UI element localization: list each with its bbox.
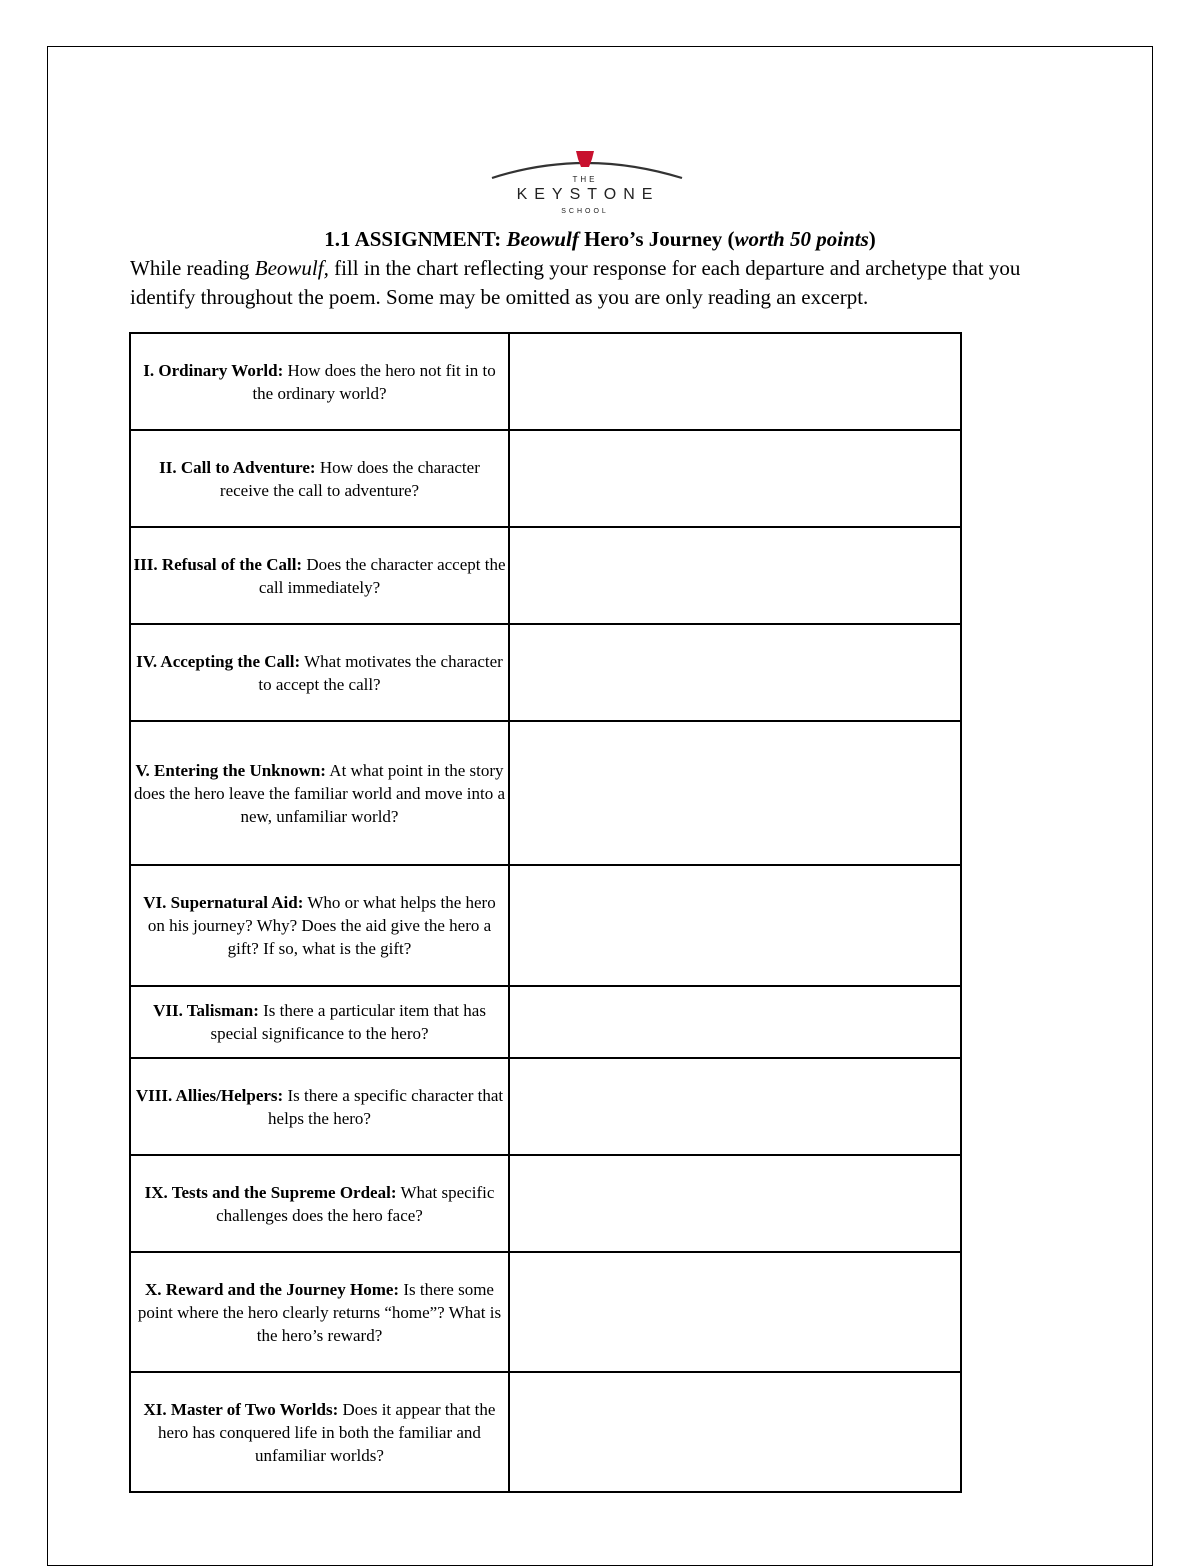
stage-label: IV. Accepting the Call: xyxy=(136,651,301,671)
chart-row xyxy=(130,430,961,527)
stage-prompt-cell xyxy=(130,1372,509,1492)
stage-question: Is there some point where the hero clearly returns “home”? What is the hero’s reward? xyxy=(137,1279,502,1345)
stage-label: I. Ordinary World: xyxy=(143,360,284,380)
stage-prompt-cell xyxy=(130,1252,509,1372)
instructions xyxy=(130,254,1090,312)
stage-label: VI. Supernatural Aid: xyxy=(143,893,304,912)
stage-prompt-cell xyxy=(130,1155,509,1252)
stage-label: VIII. Allies/Helpers: xyxy=(135,1085,284,1105)
chart-row xyxy=(130,1155,961,1252)
stage-answer-cell[interactable] xyxy=(509,1372,961,1492)
title-worth: worth 50 points xyxy=(734,227,869,251)
keystone-school-logo xyxy=(470,148,700,222)
stage-prompt-cell xyxy=(130,333,509,430)
stage-question: Does the character accept the call immediately? xyxy=(258,554,506,597)
title-prefix: 1.1 ASSIGNMENT: xyxy=(324,227,502,251)
title-suffix: ) xyxy=(868,227,876,251)
stage-question: What motivates the character to accept the call? xyxy=(258,651,503,694)
stage-label: X. Reward and the Journey Home: xyxy=(145,1279,400,1299)
stage-label: V. Entering the Unknown: xyxy=(135,760,326,780)
chart-row xyxy=(130,865,961,986)
keystone-icon xyxy=(576,151,594,167)
chart-row xyxy=(130,721,961,865)
intro-work: Beowulf, xyxy=(254,256,329,280)
chart-row xyxy=(130,1252,961,1372)
title-mid: Hero’s Journey ( xyxy=(584,227,735,251)
stage-prompt-cell xyxy=(130,624,509,721)
stage-question: Who or what helps the hero on his journey? Why? Does the aid give the hero a gift? If so, what is the gift? xyxy=(147,893,496,958)
stage-prompt-cell xyxy=(130,430,509,527)
stage-answer-cell[interactable] xyxy=(509,624,961,721)
stage-question: How does the character receive the call to adventure? xyxy=(219,457,480,500)
heros-journey-chart xyxy=(129,332,962,1493)
chart-row xyxy=(130,624,961,721)
stage-answer-cell[interactable] xyxy=(509,527,961,624)
logo-name-text: KEYSTONE xyxy=(516,186,660,203)
stage-question: Is there a particular item that has special significance to the hero? xyxy=(210,1001,486,1043)
stage-answer-cell[interactable] xyxy=(509,430,961,527)
chart-row xyxy=(130,333,961,430)
logo-the-text: THE xyxy=(572,175,598,184)
stage-answer-cell[interactable] xyxy=(509,986,961,1058)
assignment-title xyxy=(0,227,1200,252)
stage-question: At what point in the story does the hero leave the familiar world and move into a new, unfamiliar world? xyxy=(133,760,506,826)
stage-label: III. Refusal of the Call: xyxy=(133,554,303,574)
stage-prompt-cell xyxy=(130,986,509,1058)
stage-question: What specific challenges does the hero face? xyxy=(216,1182,495,1225)
stage-question: Does it appear that the hero has conquered life in both the familiar and unfamiliar worlds? xyxy=(158,1399,496,1465)
stage-answer-cell[interactable] xyxy=(509,1058,961,1155)
stage-prompt-cell xyxy=(130,865,509,986)
stage-question: How does the hero not fit in to the ordinary world? xyxy=(252,360,496,403)
stage-prompt-cell xyxy=(130,1058,509,1155)
chart-row xyxy=(130,527,961,624)
logo-school-text: SCHOOL xyxy=(561,208,609,215)
stage-label: II. Call to Adventure: xyxy=(159,457,316,477)
stage-answer-cell[interactable] xyxy=(509,333,961,430)
stage-answer-cell[interactable] xyxy=(509,1155,961,1252)
stage-label: IX. Tests and the Supreme Ordeal: xyxy=(144,1182,397,1202)
stage-prompt-cell xyxy=(130,527,509,624)
stage-answer-cell[interactable] xyxy=(509,1252,961,1372)
intro-rest: fill in the chart reflecting your response for each departure and archetype that you identify throughout the poem. Some may be omitted as you are only reading an excerpt. xyxy=(130,256,1021,309)
stage-label: VII. Talisman: xyxy=(153,1001,259,1020)
stage-question: Is there a specific character that helps the hero? xyxy=(268,1085,504,1128)
stage-answer-cell[interactable] xyxy=(509,721,961,865)
stage-label: XI. Master of Two Worlds: xyxy=(143,1399,339,1419)
chart-row xyxy=(130,986,961,1058)
chart-row xyxy=(130,1058,961,1155)
intro-lead: While reading xyxy=(130,256,250,280)
stage-prompt-cell xyxy=(130,721,509,865)
stage-answer-cell[interactable] xyxy=(509,865,961,986)
title-work: Beowulf xyxy=(506,227,579,251)
chart-row xyxy=(130,1372,961,1492)
